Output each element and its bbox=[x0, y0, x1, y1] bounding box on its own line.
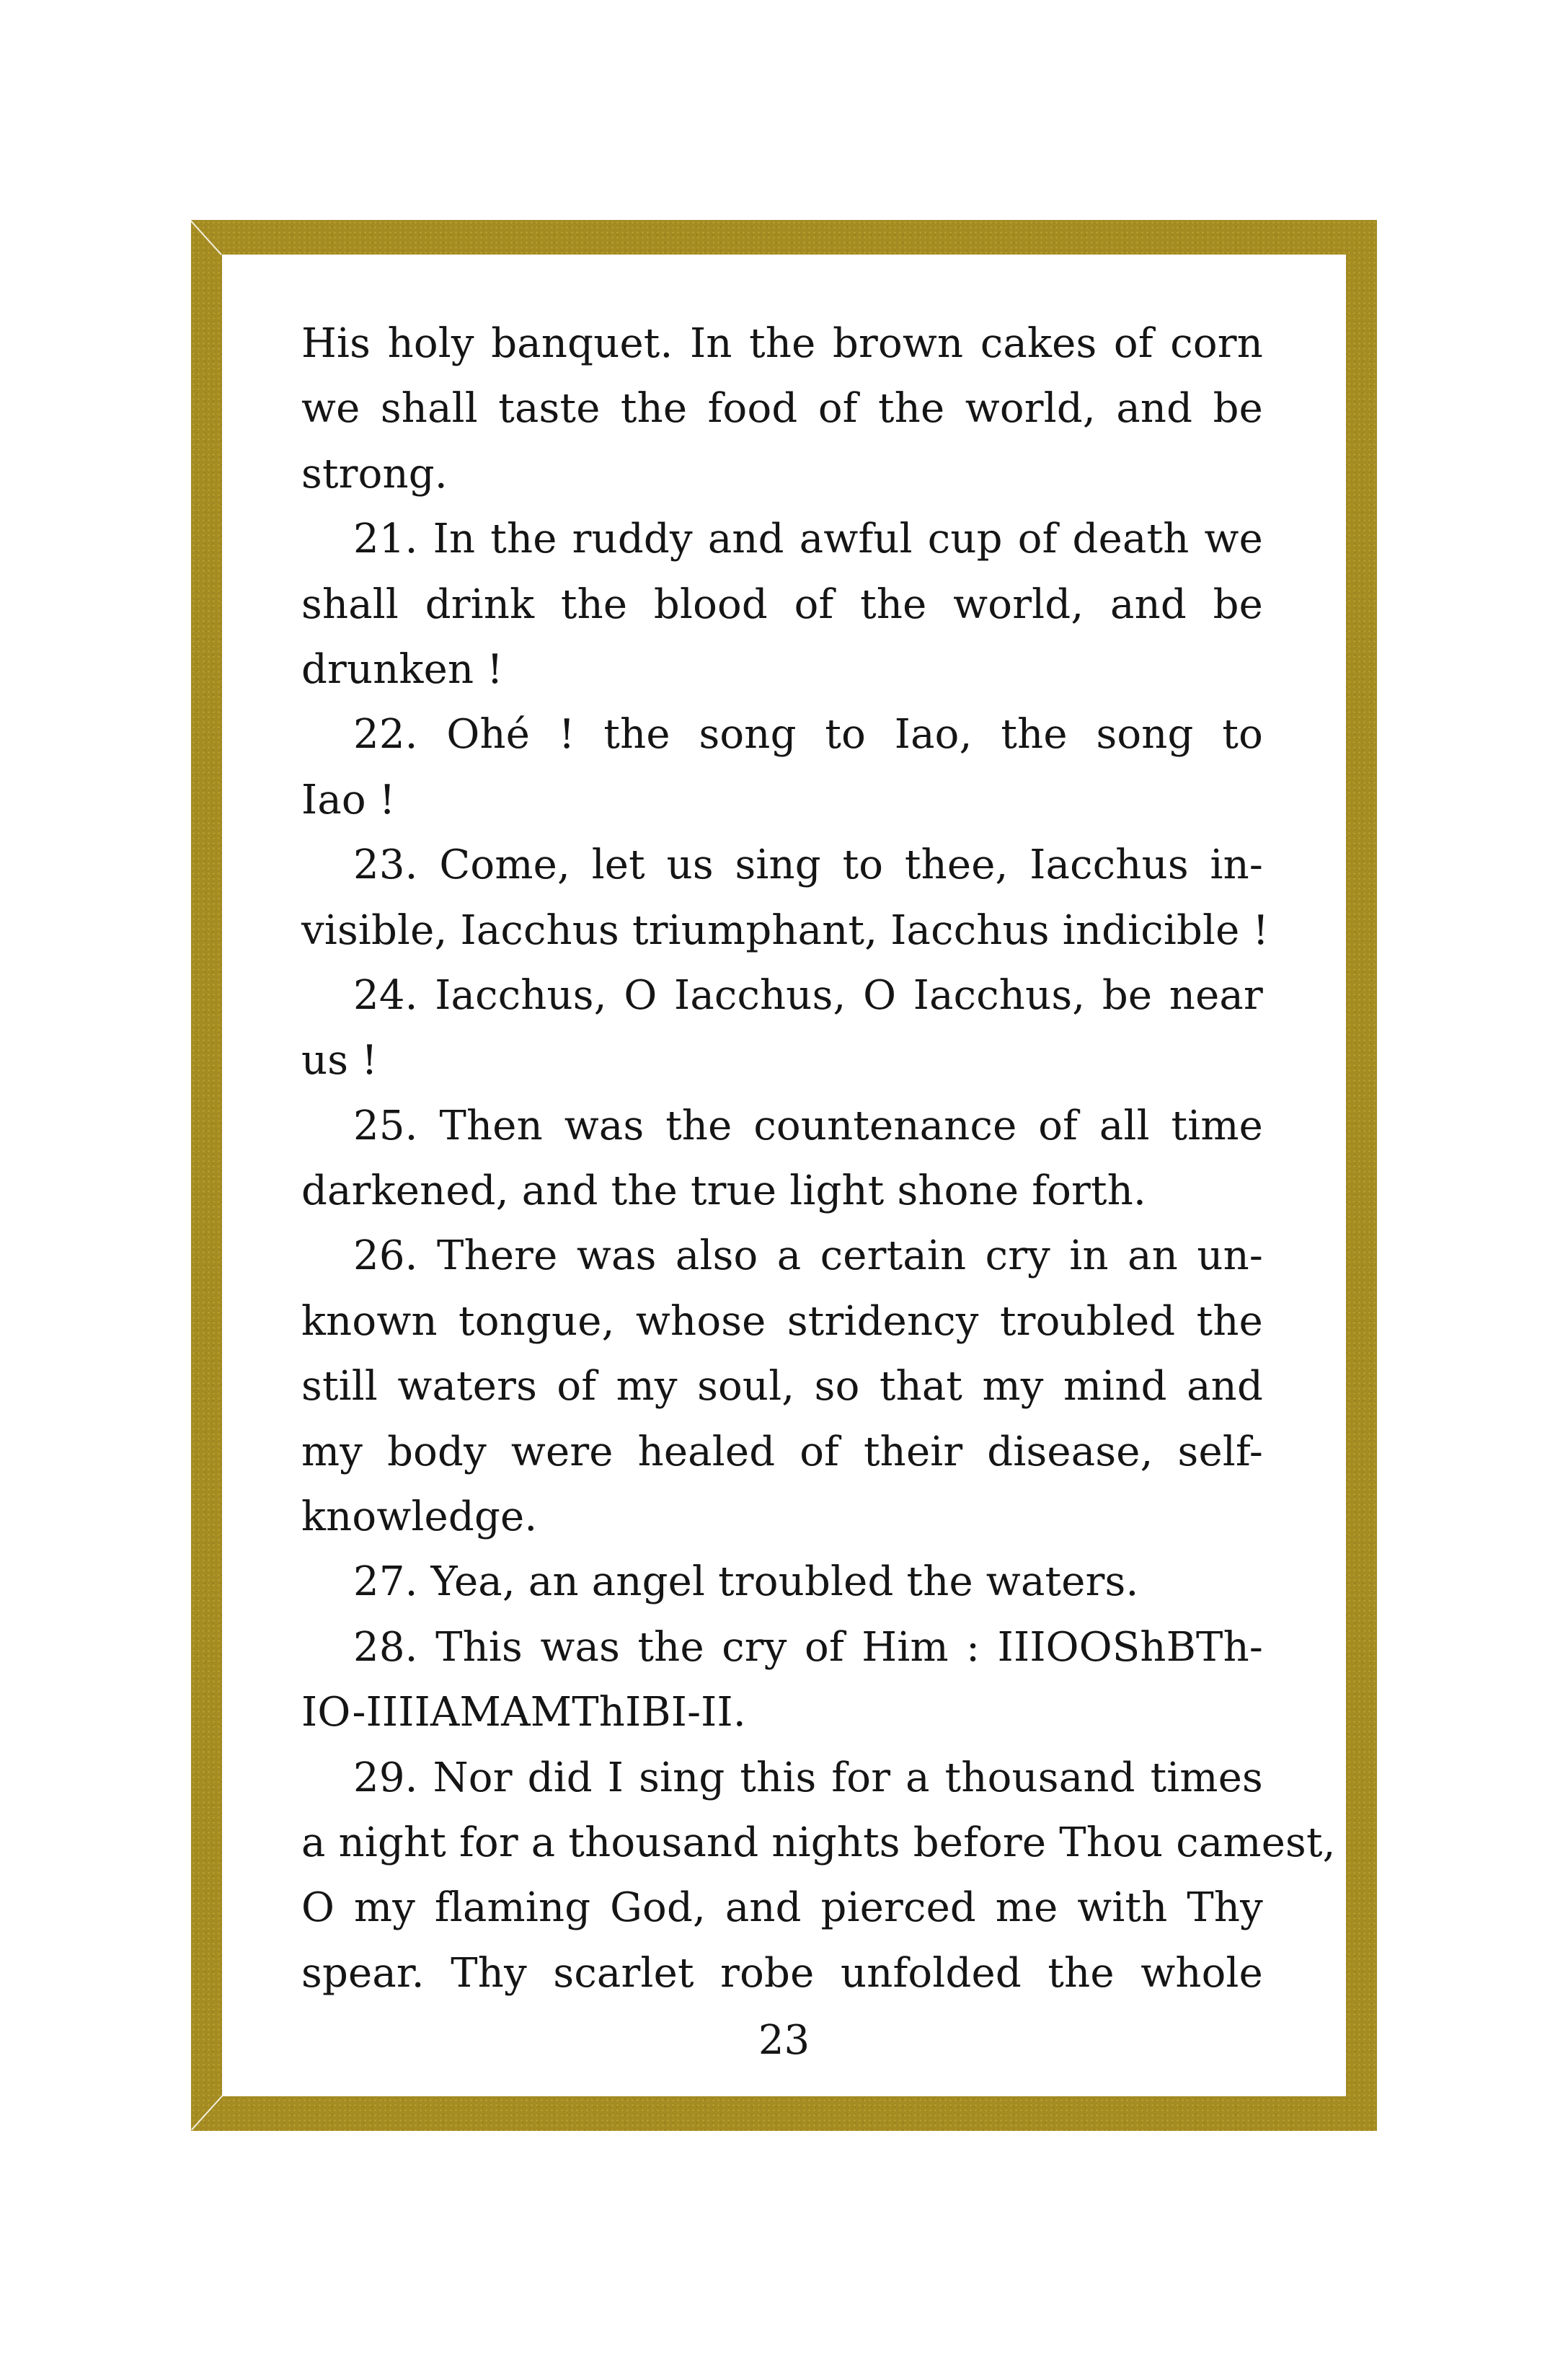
text-line: 22. Ohé ! the song to Iao, the song to bbox=[353, 711, 1263, 759]
text-line: His holy banquet. In the brown cakes of corn bbox=[301, 320, 1263, 367]
verse-28 bbox=[301, 1615, 1263, 1746]
verse-21 bbox=[301, 507, 1263, 702]
text-line: drunken ! bbox=[301, 645, 503, 693]
text-line: we shall taste the food of the world, and be bbox=[301, 385, 1263, 433]
text-line: 21. In the ruddy and awful cup of death we bbox=[353, 516, 1263, 563]
text-line: 25. Then was the countenance of all time bbox=[353, 1102, 1263, 1149]
frame-corner-miter bbox=[190, 220, 222, 255]
verse-27 bbox=[301, 1550, 1263, 1615]
text-line: 23. Come, let us sing to thee, Iacchus in- bbox=[353, 842, 1263, 889]
text-line: IO-IIIIAMAMThIBI-II. bbox=[301, 1689, 746, 1736]
frame-corner-miter bbox=[191, 2095, 223, 2130]
text-line: 26. There was also a certain cry in an un- bbox=[353, 1232, 1263, 1280]
text-line: a night for a thousand nights before Thou camest, bbox=[301, 1819, 1336, 1866]
text-line: 24. Iacchus, O Iacchus, O Iacchus, be near bbox=[353, 971, 1263, 1019]
text-line: strong. bbox=[301, 450, 448, 498]
text-line: 28. This was the cry of Him : IIIOOShBTh- bbox=[353, 1623, 1263, 1671]
verse-25 bbox=[301, 1094, 1263, 1224]
text-line: Iao ! bbox=[301, 776, 396, 824]
text-line: still waters of my soul, so that my mind and bbox=[301, 1363, 1263, 1411]
text-line: us ! bbox=[301, 1037, 378, 1085]
text-line: knowledge. bbox=[301, 1493, 538, 1541]
verse-22 bbox=[301, 702, 1263, 833]
paragraph-continuation bbox=[301, 312, 1263, 507]
verse-26 bbox=[301, 1224, 1263, 1550]
body-text bbox=[301, 312, 1336, 2006]
text-line: visible, Iacchus triumphant, Iacchus indicible ! bbox=[301, 906, 1270, 954]
text-line: 29. Nor did I sing this for a thousand times bbox=[353, 1754, 1263, 1801]
verse-29 bbox=[301, 1746, 1336, 2007]
text-line: 27. Yea, an angel troubled the waters. bbox=[353, 1558, 1139, 1606]
text-line: darkened, and the true light shone forth. bbox=[301, 1167, 1146, 1215]
text-line: spear. Thy scarlet robe unfolded the whole bbox=[301, 1949, 1263, 1997]
text-line: my body were healed of their disease, self- bbox=[301, 1428, 1263, 1475]
text-line: known tongue, whose stridency troubled the bbox=[301, 1297, 1263, 1345]
verse-23 bbox=[301, 833, 1270, 963]
text-line: shall drink the blood of the world, and be bbox=[301, 580, 1263, 628]
page-number: 23 bbox=[758, 2017, 810, 2064]
verse-24 bbox=[301, 963, 1263, 1094]
text-line: O my flaming God, and pierced me with Thy bbox=[301, 1884, 1263, 1932]
